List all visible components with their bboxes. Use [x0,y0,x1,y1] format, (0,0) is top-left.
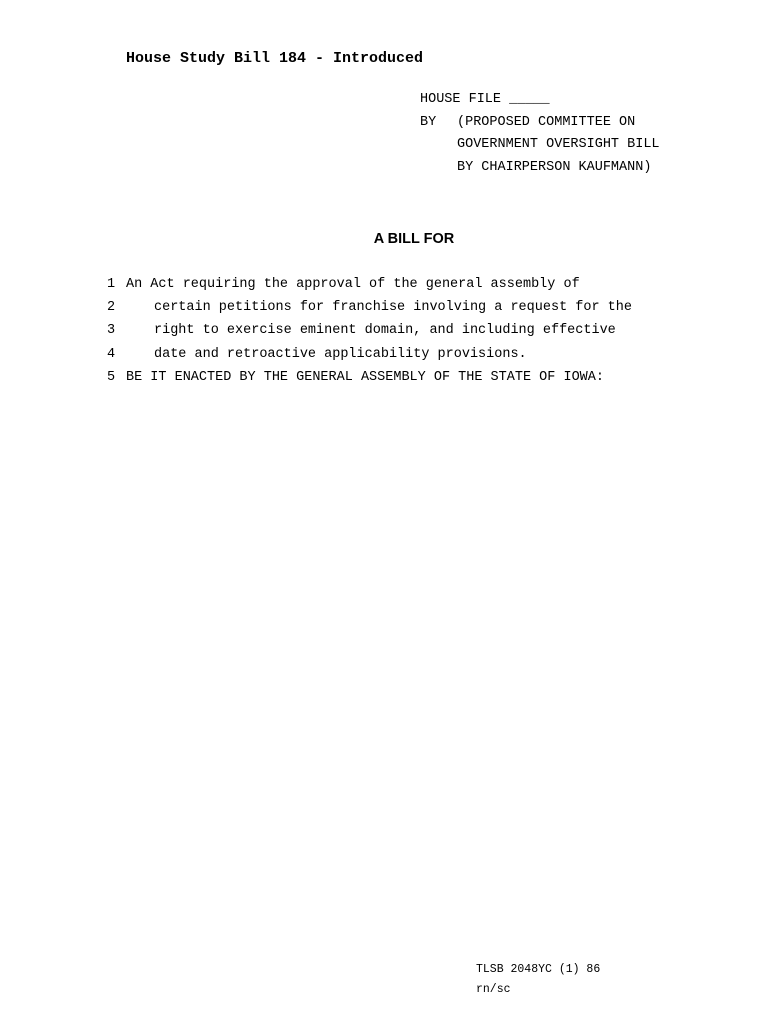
line-number: 2 [107,300,116,316]
document-footer [476,960,600,1000]
line-text: right to exercise eminent domain, and including effective [154,323,616,339]
line-number: 5 [107,369,116,385]
sponsor-line-3: BY CHAIRPERSON KAUFMANN) [457,159,652,175]
line-text: date and retroactive applicability provisions. [154,346,527,362]
house-file-line [420,89,660,112]
bill-line [107,366,632,389]
line-number: 4 [107,346,116,362]
bill-line [107,296,632,319]
bill-line [107,273,632,296]
bill-line [107,343,632,366]
sponsor-line-1: (PROPOSED COMMITTEE ON [457,114,636,130]
line-text: certain petitions for franchise involving a request for the [154,300,632,316]
footer-code: TLSB 2048YC (1) 86 [476,963,601,976]
bill-heading: A BILL FOR [373,231,455,247]
sponsor-line-2: GOVERNMENT OVERSIGHT BILL [457,137,660,152]
line-text: BE IT ENACTED BY THE GENERAL ASSEMBLY OF THE STATE OF IOWA: [126,369,604,385]
line-number: 1 [107,277,116,292]
house-file-label: HOUSE FILE _____ [420,92,550,107]
sponsor-by-line [420,112,660,135]
sponsor-block [420,89,660,179]
bill-text [107,273,632,389]
by-label: BY [420,114,437,130]
footer-initials: rn/sc [476,983,511,996]
bill-line [107,319,632,342]
line-text: An Act requiring the approval of the general assembly of [126,277,580,292]
document-title: House Study Bill 184 - Introduced [126,50,424,67]
line-number: 3 [107,323,116,339]
